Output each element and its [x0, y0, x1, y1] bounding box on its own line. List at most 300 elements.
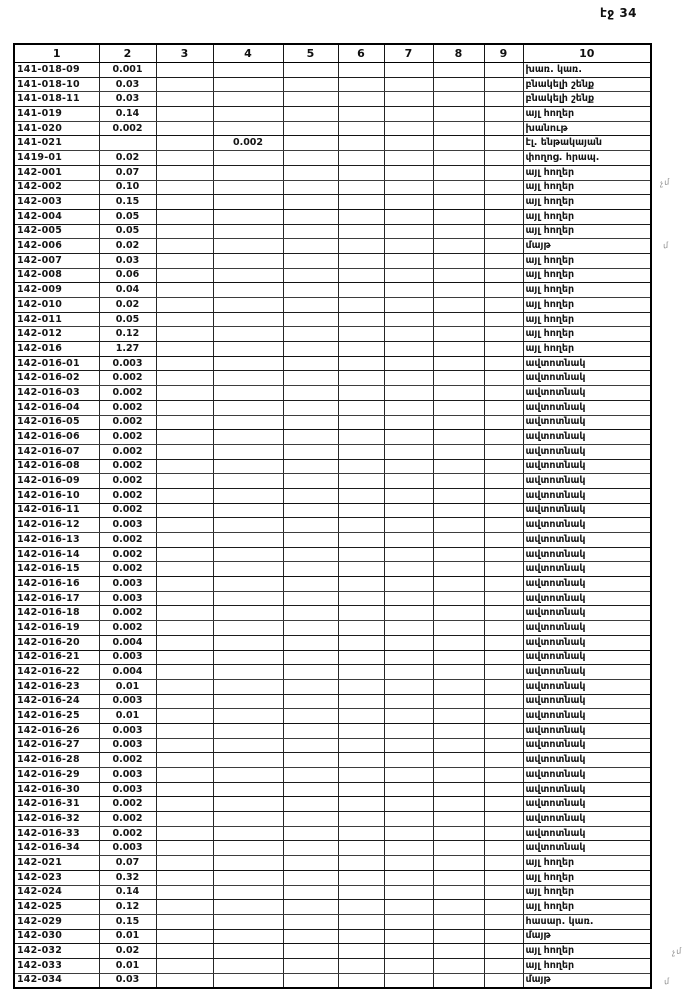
cell-col10: ավտոտնակ: [523, 415, 651, 430]
cell-col9: [484, 136, 523, 151]
cell-col7: [384, 165, 433, 180]
cell-col8: [433, 63, 484, 78]
table-row: [14, 885, 651, 900]
cell-col1: 142-016-20: [14, 635, 99, 650]
cell-col8: [433, 165, 484, 180]
header-row: [14, 44, 651, 63]
cell-col8: [433, 415, 484, 430]
cell-col1: 142-016-27: [14, 738, 99, 753]
cell-col2: 0.07: [99, 165, 156, 180]
cell-col1: 142-016-22: [14, 665, 99, 680]
table-row: [14, 253, 651, 268]
table-row: [14, 474, 651, 489]
cell-col3: [156, 533, 213, 548]
cell-col9: [484, 518, 523, 533]
cell-col6: [338, 209, 384, 224]
cell-col6: [338, 679, 384, 694]
cell-col10: այլ հողեր: [523, 958, 651, 973]
cell-col9: [484, 209, 523, 224]
cell-col7: [384, 312, 433, 327]
cell-col6: [338, 459, 384, 474]
cell-col4: [213, 180, 283, 195]
cell-col7: [384, 430, 433, 445]
cell-col8: [433, 914, 484, 929]
cell-col1: 142-016-10: [14, 488, 99, 503]
cell-col1: 142-029: [14, 914, 99, 929]
cell-col10: ավտոտնակ: [523, 562, 651, 577]
cell-col6: [338, 77, 384, 92]
cell-col10: փողոց. հրապ.: [523, 151, 651, 166]
cell-col1: 141-018-09: [14, 63, 99, 78]
cell-col3: [156, 268, 213, 283]
cell-col10: ավտոտնակ: [523, 621, 651, 636]
cell-col9: [484, 342, 523, 357]
cell-col6: [338, 268, 384, 283]
cell-col8: [433, 121, 484, 136]
cell-col3: [156, 415, 213, 430]
cell-col6: [338, 826, 384, 841]
cell-col2: 0.01: [99, 929, 156, 944]
cell-col7: [384, 195, 433, 210]
cell-col9: [484, 224, 523, 239]
cell-col10: ավտոտնակ: [523, 812, 651, 827]
cell-col8: [433, 606, 484, 621]
cell-col9: [484, 973, 523, 988]
cell-col4: [213, 635, 283, 650]
cell-col9: [484, 459, 523, 474]
cell-col10: ավտոտնակ: [523, 371, 651, 386]
cell-col6: [338, 239, 384, 254]
cell-col1: 142-016-21: [14, 650, 99, 665]
cell-col3: [156, 856, 213, 871]
cell-col10: ավտոտնակ: [523, 679, 651, 694]
cell-col9: [484, 812, 523, 827]
cell-col6: [338, 973, 384, 988]
cell-col6: [338, 841, 384, 856]
cell-col1: 142-016-24: [14, 694, 99, 709]
cell-col5: [283, 518, 338, 533]
cell-col6: [338, 253, 384, 268]
cell-col3: [156, 92, 213, 107]
cell-col5: [283, 621, 338, 636]
cell-col8: [433, 400, 484, 415]
cell-col8: [433, 958, 484, 973]
cell-col1: 142-016-34: [14, 841, 99, 856]
cell-col2: 0.003: [99, 518, 156, 533]
cell-col4: [213, 327, 283, 342]
cell-col1: 142-023: [14, 870, 99, 885]
cell-col1: 142-007: [14, 253, 99, 268]
cell-col1: 142-016-15: [14, 562, 99, 577]
cell-col1: 142-024: [14, 885, 99, 900]
cell-col4: [213, 356, 283, 371]
cell-col8: [433, 900, 484, 915]
cell-col6: [338, 885, 384, 900]
cell-col8: [433, 312, 484, 327]
cell-col7: [384, 679, 433, 694]
cell-col9: [484, 635, 523, 650]
cell-col1: 142-016-17: [14, 591, 99, 606]
cell-col4: [213, 533, 283, 548]
cell-col5: [283, 474, 338, 489]
cell-col7: [384, 856, 433, 871]
cell-col6: [338, 165, 384, 180]
cell-col8: [433, 694, 484, 709]
cell-col8: [433, 356, 484, 371]
cell-col2: 0.02: [99, 239, 156, 254]
cell-col4: [213, 768, 283, 783]
cell-col5: [283, 856, 338, 871]
cell-col3: [156, 782, 213, 797]
cell-col6: [338, 562, 384, 577]
cell-col6: [338, 136, 384, 151]
cell-col6: [338, 621, 384, 636]
cell-col7: [384, 606, 433, 621]
table-row: [14, 929, 651, 944]
cell-col5: [283, 180, 338, 195]
cell-col5: [283, 444, 338, 459]
cell-col10: հասար. կառ.: [523, 914, 651, 929]
cell-col5: [283, 195, 338, 210]
cell-col10: բնակելի շենք: [523, 92, 651, 107]
cell-col6: [338, 518, 384, 533]
cell-col10: այլ հողեր: [523, 900, 651, 915]
cell-col7: [384, 356, 433, 371]
table-row: [14, 268, 651, 283]
cell-col8: [433, 826, 484, 841]
cell-col1: 142-016-06: [14, 430, 99, 445]
cell-col7: [384, 812, 433, 827]
cell-col2: 0.03: [99, 253, 156, 268]
cell-col10: էլ. ենթակայան: [523, 136, 651, 151]
cell-col6: [338, 327, 384, 342]
cell-col10: այլ հողեր: [523, 209, 651, 224]
cell-col4: [213, 723, 283, 738]
cell-col7: [384, 753, 433, 768]
cell-col8: [433, 870, 484, 885]
cell-col9: [484, 885, 523, 900]
cell-col2: 0.003: [99, 768, 156, 783]
cell-col10: այլ հողեր: [523, 224, 651, 239]
cell-col4: [213, 577, 283, 592]
cell-col8: [433, 577, 484, 592]
cell-col8: [433, 239, 484, 254]
cell-col10: ավտոտնակ: [523, 665, 651, 680]
cell-col1: 142-033: [14, 958, 99, 973]
cell-col10: ավտոտնակ: [523, 386, 651, 401]
cell-col2: 0.002: [99, 386, 156, 401]
cell-col9: [484, 430, 523, 445]
table-row: [14, 768, 651, 783]
cell-col3: [156, 371, 213, 386]
cell-col2: 0.003: [99, 738, 156, 753]
cell-col9: [484, 107, 523, 122]
cell-col3: [156, 753, 213, 768]
cell-col6: [338, 914, 384, 929]
cell-col7: [384, 400, 433, 415]
cell-col7: [384, 136, 433, 151]
cell-col5: [283, 562, 338, 577]
cell-col8: [433, 679, 484, 694]
table-row: [14, 841, 651, 856]
cell-col2: 0.003: [99, 841, 156, 856]
cell-col3: [156, 430, 213, 445]
cell-col6: [338, 400, 384, 415]
cell-col10: այլ հողեր: [523, 944, 651, 959]
cell-col8: [433, 944, 484, 959]
cell-col5: [283, 958, 338, 973]
cell-col10: ավտոտնակ: [523, 635, 651, 650]
cell-col2: 0.003: [99, 591, 156, 606]
cell-col2: 0.003: [99, 650, 156, 665]
cell-col4: [213, 914, 283, 929]
cell-col5: [283, 797, 338, 812]
cell-col2: 0.05: [99, 224, 156, 239]
cell-col5: [283, 547, 338, 562]
table-row: [14, 151, 651, 166]
cell-col8: [433, 973, 484, 988]
cell-col8: [433, 768, 484, 783]
cell-col9: [484, 679, 523, 694]
cell-col2: 0.002: [99, 121, 156, 136]
cell-col9: [484, 92, 523, 107]
cell-col1: 142-025: [14, 900, 99, 915]
cell-col3: [156, 723, 213, 738]
cell-col1: 142-016-32: [14, 812, 99, 827]
cell-col4: [213, 518, 283, 533]
cell-col10: այլ հողեր: [523, 856, 651, 871]
table-row: [14, 356, 651, 371]
cell-col1: 142-016-28: [14, 753, 99, 768]
table-row: [14, 209, 651, 224]
cell-col10: ավտոտնակ: [523, 474, 651, 489]
cell-col3: [156, 826, 213, 841]
cell-col9: [484, 165, 523, 180]
table-row: [14, 591, 651, 606]
table-row: [14, 856, 651, 871]
cell-col6: [338, 738, 384, 753]
cell-col4: [213, 77, 283, 92]
table-row: [14, 518, 651, 533]
cell-col5: [283, 136, 338, 151]
cell-col10: բնակելի շենք: [523, 77, 651, 92]
land-parcel-table: [13, 43, 652, 989]
cell-col2: 0.01: [99, 958, 156, 973]
table-row: [14, 606, 651, 621]
cell-col3: [156, 870, 213, 885]
cell-col8: [433, 782, 484, 797]
cell-col1: 142-016-04: [14, 400, 99, 415]
cell-col1: 142-010: [14, 298, 99, 313]
column-header-6: 6: [338, 44, 384, 63]
cell-col1: 142-016-33: [14, 826, 99, 841]
cell-col10: ավտոտնակ: [523, 753, 651, 768]
cell-col5: [283, 400, 338, 415]
cell-col2: 0.01: [99, 679, 156, 694]
cell-col10: ավտոտնակ: [523, 709, 651, 724]
cell-col4: [213, 63, 283, 78]
cell-col10: ավտոտնակ: [523, 723, 651, 738]
cell-col2: 0.004: [99, 665, 156, 680]
cell-col5: [283, 694, 338, 709]
cell-col2: 0.002: [99, 621, 156, 636]
cell-col5: [283, 371, 338, 386]
column-header-8: 8: [433, 44, 484, 63]
cell-col10: այլ հողեր: [523, 195, 651, 210]
cell-col8: [433, 738, 484, 753]
cell-col8: [433, 562, 484, 577]
table-row: [14, 195, 651, 210]
table-row: [14, 709, 651, 724]
column-header-10: 10: [523, 44, 651, 63]
cell-col7: [384, 151, 433, 166]
cell-col4: [213, 591, 283, 606]
cell-col3: [156, 386, 213, 401]
cell-col1: 142-016: [14, 342, 99, 357]
cell-col10: ավտոտնակ: [523, 738, 651, 753]
cell-col8: [433, 298, 484, 313]
cell-col10: այլ հողեր: [523, 268, 651, 283]
cell-col9: [484, 400, 523, 415]
cell-col9: [484, 371, 523, 386]
cell-col7: [384, 665, 433, 680]
table-row: [14, 870, 651, 885]
cell-col4: [213, 283, 283, 298]
cell-col5: [283, 606, 338, 621]
cell-col6: [338, 635, 384, 650]
cell-col1: 142-030: [14, 929, 99, 944]
cell-col7: [384, 929, 433, 944]
cell-col3: [156, 709, 213, 724]
cell-col7: [384, 415, 433, 430]
cell-col2: 0.003: [99, 577, 156, 592]
cell-col5: [283, 327, 338, 342]
cell-col9: [484, 415, 523, 430]
cell-col5: [283, 356, 338, 371]
cell-col6: [338, 856, 384, 871]
cell-col3: [156, 944, 213, 959]
cell-col1: 141-019: [14, 107, 99, 122]
cell-col3: [156, 474, 213, 489]
cell-col6: [338, 533, 384, 548]
cell-col5: [283, 107, 338, 122]
cell-col9: [484, 488, 523, 503]
cell-col9: [484, 195, 523, 210]
cell-col10: այլ հողեր: [523, 870, 651, 885]
column-header-5: 5: [283, 44, 338, 63]
cell-col4: [213, 224, 283, 239]
table-row: [14, 914, 651, 929]
cell-col7: [384, 444, 433, 459]
column-header-4: 4: [213, 44, 283, 63]
cell-col7: [384, 635, 433, 650]
cell-col6: [338, 782, 384, 797]
table-row: [14, 797, 651, 812]
cell-col1: 141-021: [14, 136, 99, 151]
table-row: [14, 621, 651, 636]
cell-col4: [213, 679, 283, 694]
cell-col4: [213, 459, 283, 474]
cell-col8: [433, 797, 484, 812]
cell-col3: [156, 77, 213, 92]
table-row: [14, 679, 651, 694]
table-row: [14, 547, 651, 562]
cell-col8: [433, 444, 484, 459]
cell-col6: [338, 371, 384, 386]
cell-col7: [384, 797, 433, 812]
table-row: [14, 753, 651, 768]
table-row: [14, 650, 651, 665]
table-row: [14, 92, 651, 107]
cell-col9: [484, 709, 523, 724]
cell-col7: [384, 209, 433, 224]
table-row: [14, 738, 651, 753]
cell-col4: [213, 239, 283, 254]
cell-col4: [213, 312, 283, 327]
cell-col5: [283, 650, 338, 665]
cell-col7: [384, 694, 433, 709]
cell-col9: [484, 547, 523, 562]
cell-col10: ավտոտնակ: [523, 459, 651, 474]
cell-col6: [338, 298, 384, 313]
cell-col1: 142-016-29: [14, 768, 99, 783]
cell-col3: [156, 591, 213, 606]
cell-col8: [433, 533, 484, 548]
cell-col5: [283, 591, 338, 606]
table-row: [14, 386, 651, 401]
cell-col6: [338, 283, 384, 298]
table-row: [14, 283, 651, 298]
cell-col10: այլ հողեր: [523, 165, 651, 180]
cell-col3: [156, 694, 213, 709]
cell-col4: [213, 797, 283, 812]
cell-col6: [338, 474, 384, 489]
cell-col7: [384, 459, 433, 474]
table-row: [14, 327, 651, 342]
cell-col4: [213, 841, 283, 856]
table-row: [14, 430, 651, 445]
cell-col5: [283, 253, 338, 268]
table-row: [14, 400, 651, 415]
cell-col8: [433, 635, 484, 650]
cell-col7: [384, 121, 433, 136]
cell-col5: [283, 298, 338, 313]
cell-col8: [433, 224, 484, 239]
cell-col1: 142-016-02: [14, 371, 99, 386]
cell-col2: 0.002: [99, 533, 156, 548]
cell-col4: [213, 430, 283, 445]
cell-col8: [433, 253, 484, 268]
cell-col6: [338, 929, 384, 944]
cell-col9: [484, 503, 523, 518]
cell-col3: [156, 165, 213, 180]
cell-col9: [484, 151, 523, 166]
cell-col2: 0.002: [99, 562, 156, 577]
cell-col10: ավտոտնակ: [523, 577, 651, 592]
cell-col9: [484, 944, 523, 959]
cell-col9: [484, 914, 523, 929]
cell-col1: 141-020: [14, 121, 99, 136]
cell-col6: [338, 958, 384, 973]
cell-col10: այլ հողեր: [523, 342, 651, 357]
cell-col9: [484, 283, 523, 298]
cell-col2: 0.002: [99, 444, 156, 459]
cell-col2: 0.02: [99, 151, 156, 166]
table-row: [14, 371, 651, 386]
cell-col7: [384, 577, 433, 592]
cell-col10: մայթ: [523, 929, 651, 944]
cell-col9: [484, 826, 523, 841]
